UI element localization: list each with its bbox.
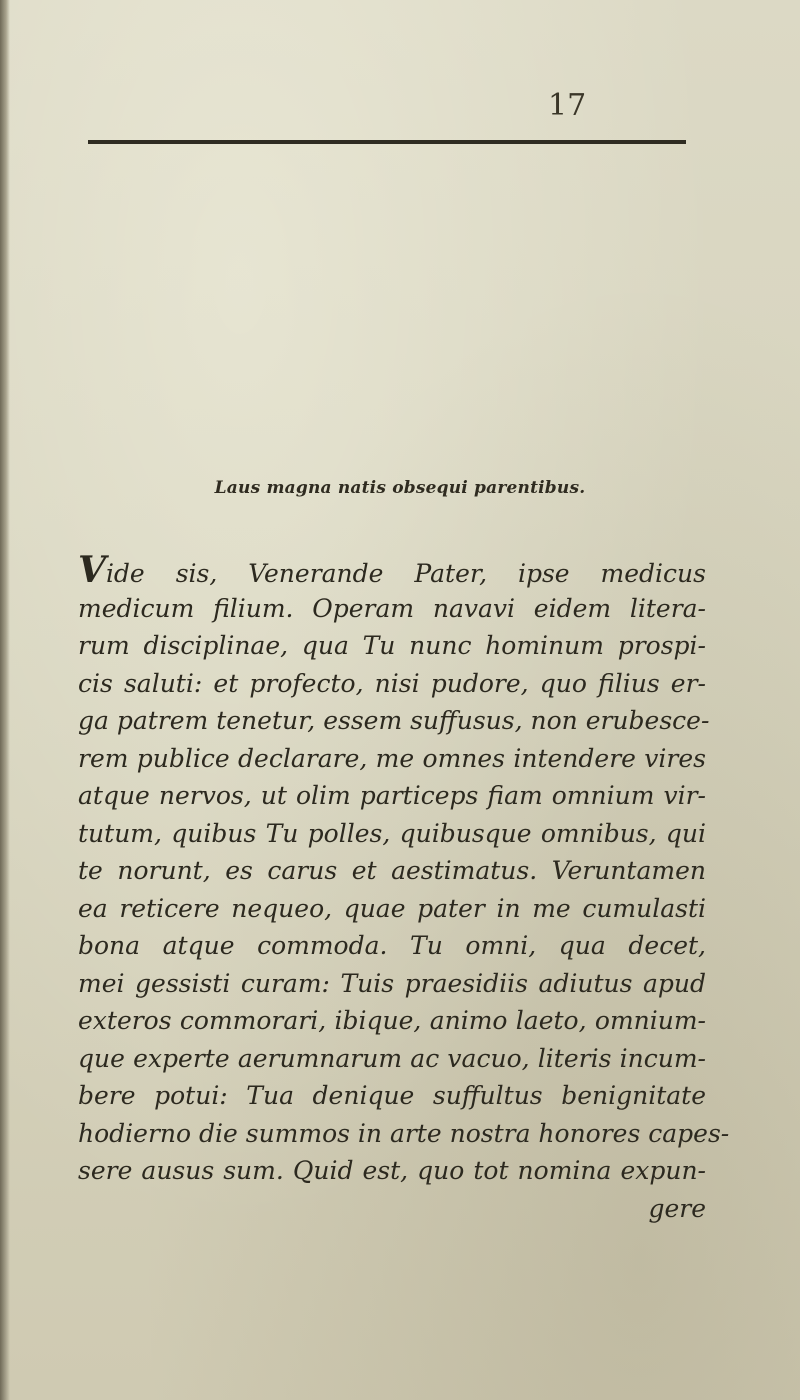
drop-cap: V <box>78 549 106 591</box>
catchword: gere <box>648 1193 706 1223</box>
motto: Laus magna natis obsequi parentibus. <box>214 478 586 498</box>
text-line: rem publice declarare, me omnes intendere vires <box>78 743 706 773</box>
text-line: bere potui: Tua denique suffultus benignitate <box>78 1081 706 1110</box>
text-line: bona atque commoda. Tu omni, qua decet, <box>78 931 706 960</box>
text-line: mei gessisti curam: Tuis praesidiis adiutus apud <box>78 968 706 998</box>
text-line: exteros commorari, ibique, animo laeto, omnium- <box>78 1006 706 1035</box>
text-line: rum disciplinae, qua Tu nunc hominum prospi- <box>78 631 706 660</box>
text-line: ga patrem tenetur, essem suffusus, non erubesce- <box>78 706 710 735</box>
text-line: te norunt, es carus et aestimatus. Veruntamen <box>78 856 706 885</box>
dedication-text <box>78 549 730 1227</box>
text-line: cis saluti: et profecto, nisi pudore, quo filius er- <box>78 668 706 698</box>
text-line: tutum, quibus Tu polles, quibusque omnibus, qui <box>78 818 706 848</box>
page-number: 17 <box>548 88 587 123</box>
page-edge <box>0 0 10 1400</box>
text-line: medicum filium. Operam navavi eidem litera- <box>78 593 706 623</box>
text-line: atque nervos, ut olim particeps fiam omnium vir- <box>78 781 706 810</box>
text-line: hodierno die summos in arte nostra honores capes- <box>78 1118 730 1148</box>
text-line: que experte aerumnarum ac vacuo, literis incum- <box>78 1043 706 1073</box>
text-line: sere ausus sum. Quid est, quo tot nomina expun- <box>78 1156 706 1185</box>
header-rule <box>88 140 686 144</box>
text-line: ea reticere nequeo, quae pater in me cumulasti <box>78 893 706 923</box>
text-line: Vide sis, Venerande Pater, ipse medicus <box>78 549 706 591</box>
